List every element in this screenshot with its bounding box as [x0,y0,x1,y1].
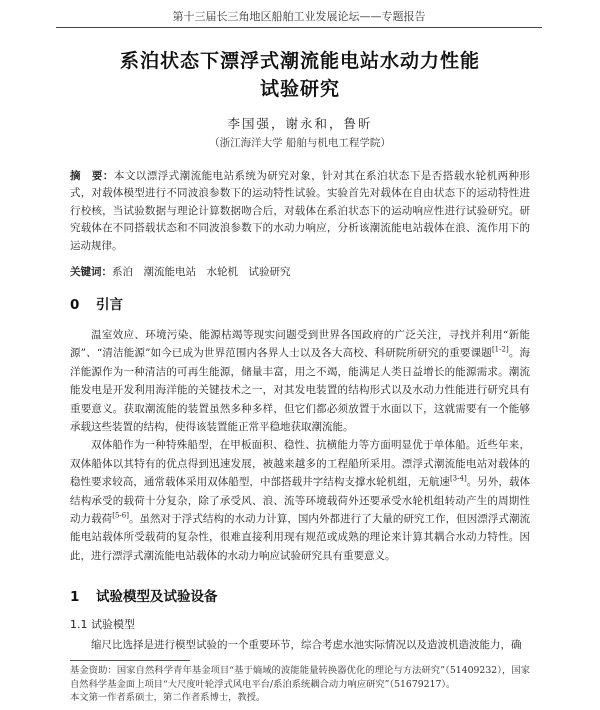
authors: 李国强，谢永和，鲁昕 [227,116,373,131]
subsection-1-1-body [70,636,530,654]
paper-title-line1: 系泊状态下漂浮式潮流能电站水动力性能 [119,50,480,72]
intro-p1-text: 温室效应、环境污染、能源枯竭等现实问题受到世界各国政府的广泛关注，寻找并利用“新能源”、“清洁能源”如今已成为世界范围内各界人士以及各大高校、科研院所研究的重要课题 [70,329,530,360]
abstract-label: 摘 要： [70,170,114,182]
intro-paragraph-1 [70,326,530,436]
section-1-title: 试验模型及试验设备 [96,589,218,605]
section-1-number: 1 [70,589,80,605]
citation: [1-2] [491,345,509,354]
introduction-body [70,326,530,565]
paper-title-line2: 试验研究 [259,78,340,100]
keywords-label: 关键词： [70,266,112,278]
section-1-heading [70,585,218,605]
keywords-text: 系泊 潮流能电站 水轮机 试验研究 [112,266,291,278]
intro-p1-text-cont: 。海洋能源作为一种清洁的可再生能源，储量丰富，用之不竭，能满足人类日益增长的能源需求。潮流能发电是开发利用海洋能的关键技术之一，对其发电装置的结构形式以及水动力性能进行研究具有重要意义。获取潮流能的装置虽然多种多样，但它们都必须放置于水面以下，这就需要有一个能够承载这些装置的结构，使得该装置能正常平稳地获取潮流能。 [70,347,531,434]
citation: [3-4] [449,474,467,483]
footnote [70,664,530,705]
affiliation: （浙江海洋大学 船舶与机电工程学院） [209,137,391,149]
keywords [70,264,530,279]
fund-label: 基金资助： [70,665,117,676]
section-0-title: 引言 [96,297,123,313]
intro-p2-text-cont: 。虽然对于浮式结构的水动力计算，国内外都进行了大量的研究工作，但因漂浮式潮流能电站载体所受载荷的复杂性，很难直接利用现有规范或成熟的理论来计算其耦合水动力特性。因此，进行漂浮式潮流能电站载体的水动力响应试验研究具有重要意义。 [70,513,531,562]
intro-p2-text-mid: 。另外，载体结构承受的载荷十分复杂，除了承受风、浪、流等环境载荷外还要承受水轮机组转动产生的周期性动力载荷 [70,476,531,526]
running-header: 第十三届长三角地区船舶工业发展论坛——专题报告 [56,8,542,28]
subsection-1-1-paragraph: 缩尺比选择是进行模型试验的一个重要环节，综合考虑水池实际情况以及造波机造波能力，确 [91,639,522,651]
subsection-1-1-heading: 1.1 试验模型 [70,618,135,631]
citation: [5-6] [112,511,129,520]
intro-paragraph-2 [70,436,530,565]
author-note-label: 本文第一作者系硕士， [70,692,163,704]
abstract [70,168,530,255]
author-note-text: 第二作者系博士，教授。 [162,692,266,704]
section-0-number: 0 [70,297,80,313]
intro-p2-text: 双体船作为一种特殊船型，在甲板面积、稳性、抗横能力等方面明显优于单体船。近些年来，双体船体以其特有的优点得到迅速发展，被越来越多的工程船所采用。漂浮式潮流能电站对载体的稳性要求较高，通常载体采用双体船型，中部搭载井字结构支撑水轮机组，无航速 [70,439,530,489]
abstract-text: 本文以漂浮式潮流能电站系统为研究对象，针对其在系泊状态下是否搭载水轮机两种形式，对载体模型进行不同波浪参数下的运动特性试验。实验首先对载体在自由状态下的运动特性进行校核，当试验数据与理论计算数据吻合后，对载体在系泊状态下的运动响应性进行试验研究。研究载体在不同搭载状态和不同波浪参数下的水动力响应，分析该潮流能电站载体在浪、流作用下的运动规律。 [70,170,531,252]
footnote-rule [70,660,190,661]
section-0-heading [70,293,123,313]
fund-text: 国家自然科学青年基金项目“基于熵域的波能能量转换器优化的理论与方法研究”（51409232），国家自然科学基金面上项目“大尺度叶轮浮式风电平台/系泊系统耦合动力响应研究”（51679217）。 [70,665,530,690]
